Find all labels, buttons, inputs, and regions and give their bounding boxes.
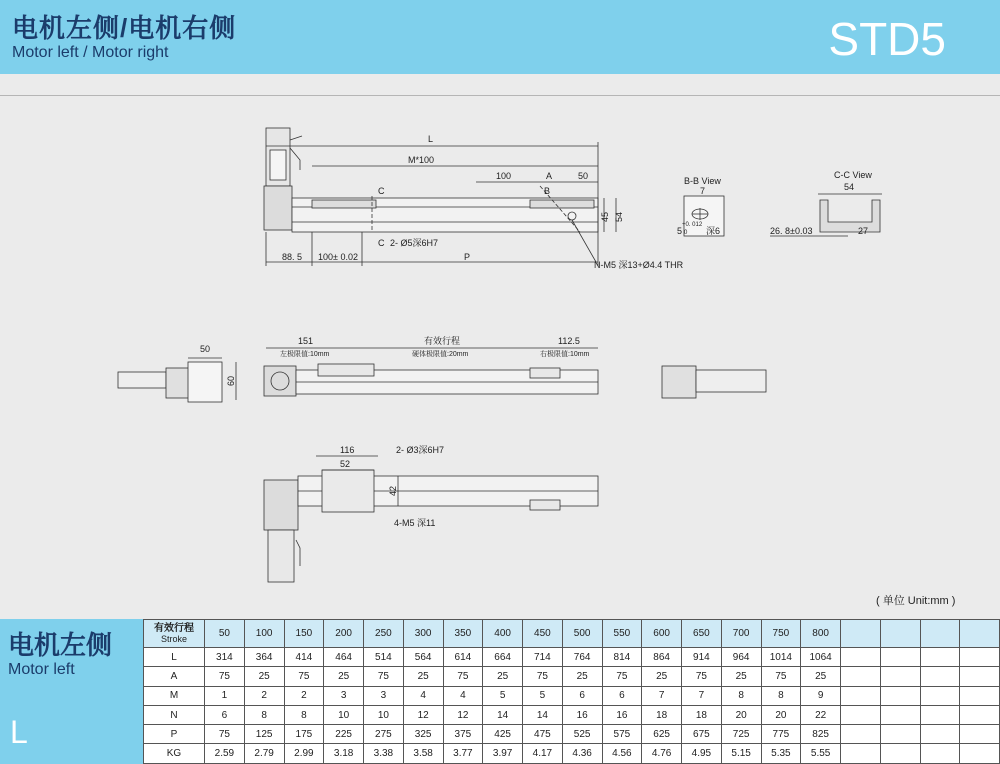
stroke-col: 750: [761, 620, 801, 648]
bview-title: B-B View: [684, 176, 721, 186]
table-cell: 814: [602, 648, 642, 667]
stroke-col: 400: [483, 620, 523, 648]
table-row: [144, 725, 1000, 744]
empty-cell: [880, 744, 920, 763]
table-cell: 764: [562, 648, 602, 667]
empty-cell: [920, 744, 960, 763]
empty-cell: [880, 686, 920, 705]
table-cell: 3: [324, 686, 364, 705]
empty-col: [920, 620, 960, 648]
stroke-col: 200: [324, 620, 364, 648]
table-cell: 464: [324, 648, 364, 667]
table-cell: 3.58: [403, 744, 443, 763]
dim-50: 50: [578, 171, 589, 181]
section-b: B: [544, 186, 551, 196]
empty-cell: [880, 667, 920, 686]
empty-cell: [960, 744, 1000, 763]
bottom-dim-42: 42: [388, 485, 398, 496]
mid-left-limit: 左极限值:10mm: [280, 351, 330, 358]
table-cell: 314: [205, 648, 245, 667]
table-cell: 25: [721, 667, 761, 686]
stroke-col: 500: [562, 620, 602, 648]
table-cell: 1064: [801, 648, 841, 667]
table-cell: 3.18: [324, 744, 364, 763]
pin-hole-note: 2- Ø5深6H7: [390, 238, 439, 248]
table-cell: 75: [523, 667, 563, 686]
table-cell: 4: [403, 686, 443, 705]
table-cell: 10: [324, 705, 364, 724]
row-label: KG: [144, 744, 205, 763]
empty-cell: [920, 648, 960, 667]
table-cell: 125: [244, 725, 284, 744]
table-cell: 4.76: [642, 744, 682, 763]
bottom-dim-116: 116: [340, 445, 355, 455]
table-cell: 3: [364, 686, 404, 705]
table-cell: 4.95: [682, 744, 722, 763]
row-label: N: [144, 705, 205, 724]
table-cell: 2.99: [284, 744, 324, 763]
table-cell: 625: [642, 725, 682, 744]
stroke-col: 650: [682, 620, 722, 648]
table-cell: 16: [562, 705, 602, 724]
dim-p: P: [464, 252, 471, 262]
dim-a: A: [546, 171, 553, 181]
cview-dim-27: 27: [858, 226, 869, 236]
dim-l: L: [428, 134, 434, 144]
table-cell: 1014: [761, 648, 801, 667]
cview-dim-54: 54: [844, 182, 855, 192]
stroke-col: 300: [403, 620, 443, 648]
spec-table: [143, 619, 1000, 764]
table-cell: 6: [205, 705, 245, 724]
bottom-pin-note: 2- Ø3深6H7: [396, 445, 445, 455]
dim-54: 54: [614, 211, 624, 222]
section-c-bottom: C: [378, 238, 385, 248]
table-row: [144, 705, 1000, 724]
table-cell: 25: [324, 667, 364, 686]
mid-stroke: 有效行程: [424, 336, 461, 346]
table-cell: 5.55: [801, 744, 841, 763]
table-cell: 25: [403, 667, 443, 686]
table-cell: 775: [761, 725, 801, 744]
side-subtitle: Motor left: [8, 661, 75, 678]
table-cell: 1: [205, 686, 245, 705]
bottom-dim-52: 52: [340, 459, 351, 469]
table-cell: 10: [364, 705, 404, 724]
model-name: STD5: [828, 13, 946, 65]
table-cell: 225: [324, 725, 364, 744]
table-cell: 75: [205, 667, 245, 686]
empty-cell: [960, 686, 1000, 705]
table-cell: 2: [244, 686, 284, 705]
technical-drawing: [0, 96, 1000, 616]
table-cell: 75: [284, 667, 324, 686]
row-label: M: [144, 686, 205, 705]
table-cell: 8: [761, 686, 801, 705]
table-cell: 4.36: [562, 744, 602, 763]
table-cell: 9: [801, 686, 841, 705]
table-cell: 614: [443, 648, 483, 667]
empty-col: [960, 620, 1000, 648]
table-cell: 8: [284, 705, 324, 724]
stroke-col: 250: [364, 620, 404, 648]
table-cell: 825: [801, 725, 841, 744]
row-label: P: [144, 725, 205, 744]
table-cell: 714: [523, 648, 563, 667]
stroke-col: 600: [642, 620, 682, 648]
empty-cell: [841, 705, 881, 724]
table-cell: 664: [483, 648, 523, 667]
table-cell: 675: [682, 725, 722, 744]
bview-dim-5: 5: [677, 226, 683, 236]
table-cell: 6: [562, 686, 602, 705]
dim-m100: M*100: [408, 155, 435, 165]
table-cell: 4.56: [602, 744, 642, 763]
bview-tol-zero: 0: [684, 230, 688, 236]
stroke-col: 800: [801, 620, 841, 648]
table-cell: 75: [761, 667, 801, 686]
empty-cell: [960, 725, 1000, 744]
bview-depth: 深6: [706, 226, 721, 236]
table-cell: 25: [244, 667, 284, 686]
table-row: [144, 667, 1000, 686]
table-cell: 18: [682, 705, 722, 724]
table-cell: 3.77: [443, 744, 483, 763]
dim-45: 45: [600, 211, 610, 222]
unit-note: ( 单位 Unit:mm ): [876, 595, 956, 607]
empty-cell: [920, 667, 960, 686]
empty-cell: [960, 705, 1000, 724]
empty-cell: [960, 648, 1000, 667]
table-cell: 5.15: [721, 744, 761, 763]
table-header-row: [144, 620, 1000, 648]
table-cell: 414: [284, 648, 324, 667]
thread-note: N-M5 深13+Ø4.4 THR: [594, 260, 684, 270]
stroke-col: 50: [205, 620, 245, 648]
table-cell: 575: [602, 725, 642, 744]
mid-dim-60: 60: [226, 375, 236, 386]
table-cell: 2.59: [205, 744, 245, 763]
dim-88-5: 88. 5: [282, 252, 303, 262]
table-row: [144, 648, 1000, 667]
page-title: 电机左侧/电机右侧: [12, 13, 237, 43]
table-cell: 25: [801, 667, 841, 686]
bview-dim-7: 7: [700, 186, 706, 196]
empty-cell: [960, 667, 1000, 686]
table-cell: 5.35: [761, 744, 801, 763]
cview-dim-26-8: 26. 8±0.03: [770, 226, 813, 236]
table-cell: 514: [364, 648, 404, 667]
table-cell: 12: [403, 705, 443, 724]
empty-cell: [920, 686, 960, 705]
stroke-header-en: Stroke: [160, 634, 187, 644]
dim-100: 100: [496, 171, 512, 181]
stroke-header: [144, 620, 205, 648]
stroke-col: 550: [602, 620, 642, 648]
row-label: L: [144, 648, 205, 667]
mid-hard-limit: 硬体极限值:20mm: [412, 351, 469, 358]
bview-tol: +0. 012: [682, 222, 703, 228]
section-c-top: C: [378, 186, 385, 196]
table-cell: 564: [403, 648, 443, 667]
table-cell: 22: [801, 705, 841, 724]
table-cell: 3.97: [483, 744, 523, 763]
table-row: [144, 744, 1000, 763]
cview-title: C-C View: [834, 170, 872, 180]
empty-cell: [880, 725, 920, 744]
table-cell: 725: [721, 725, 761, 744]
mid-dim-112-5: 112.5: [558, 336, 580, 346]
empty-cell: [880, 648, 920, 667]
dim-100-tol: 100± 0.02: [318, 252, 358, 262]
table-cell: 4.17: [523, 744, 563, 763]
empty-col: [841, 620, 881, 648]
empty-cell: [920, 725, 960, 744]
empty-cell: [841, 744, 881, 763]
header-banner: [0, 0, 1000, 74]
mid-right-limit: 右极限值:10mm: [540, 351, 590, 358]
table-cell: 6: [602, 686, 642, 705]
table-cell: 964: [721, 648, 761, 667]
bottom-screw-note: 4-M5 深11: [394, 518, 436, 528]
table-cell: 25: [562, 667, 602, 686]
side-title: 电机左侧: [8, 630, 113, 660]
table-cell: 75: [443, 667, 483, 686]
table-cell: 4: [443, 686, 483, 705]
table-cell: 18: [642, 705, 682, 724]
table-cell: 7: [682, 686, 722, 705]
table-cell: 2.79: [244, 744, 284, 763]
mid-dim-50: 50: [200, 344, 211, 354]
stroke-col: 450: [523, 620, 563, 648]
table-cell: 364: [244, 648, 284, 667]
table-cell: 864: [642, 648, 682, 667]
table-cell: 25: [483, 667, 523, 686]
table-cell: 20: [721, 705, 761, 724]
table-cell: 914: [682, 648, 722, 667]
table-cell: 20: [761, 705, 801, 724]
stroke-col: 700: [721, 620, 761, 648]
empty-cell: [841, 667, 881, 686]
stroke-col: 100: [244, 620, 284, 648]
empty-cell: [841, 686, 881, 705]
table-cell: 7: [642, 686, 682, 705]
empty-col: [880, 620, 920, 648]
table-cell: 8: [244, 705, 284, 724]
stroke-col: 350: [443, 620, 483, 648]
row-label: A: [144, 667, 205, 686]
table-cell: 14: [483, 705, 523, 724]
table-cell: 8: [721, 686, 761, 705]
page-subtitle: Motor left / Motor right: [12, 44, 169, 61]
table-cell: 3.38: [364, 744, 404, 763]
table-row: [144, 686, 1000, 705]
stroke-col: 150: [284, 620, 324, 648]
table-cell: 475: [523, 725, 563, 744]
table-cell: 75: [682, 667, 722, 686]
table-cell: 75: [364, 667, 404, 686]
mid-dim-151: 151: [298, 336, 314, 346]
table-cell: 325: [403, 725, 443, 744]
empty-cell: [880, 705, 920, 724]
table-cell: 16: [602, 705, 642, 724]
side-letter: L: [10, 714, 28, 750]
table-cell: 175: [284, 725, 324, 744]
table-cell: 12: [443, 705, 483, 724]
table-cell: 5: [523, 686, 563, 705]
empty-cell: [841, 648, 881, 667]
table-cell: 25: [642, 667, 682, 686]
table-body: [144, 648, 1000, 764]
table-cell: 525: [562, 725, 602, 744]
table-cell: 2: [284, 686, 324, 705]
empty-cell: [920, 705, 960, 724]
stroke-header-zh: 有效行程: [154, 623, 194, 634]
table-cell: 275: [364, 725, 404, 744]
side-panel: [0, 619, 143, 764]
table-cell: 5: [483, 686, 523, 705]
table-cell: 75: [602, 667, 642, 686]
table-cell: 14: [523, 705, 563, 724]
table-cell: 425: [483, 725, 523, 744]
empty-cell: [841, 725, 881, 744]
table-cell: 375: [443, 725, 483, 744]
table-cell: 75: [205, 725, 245, 744]
